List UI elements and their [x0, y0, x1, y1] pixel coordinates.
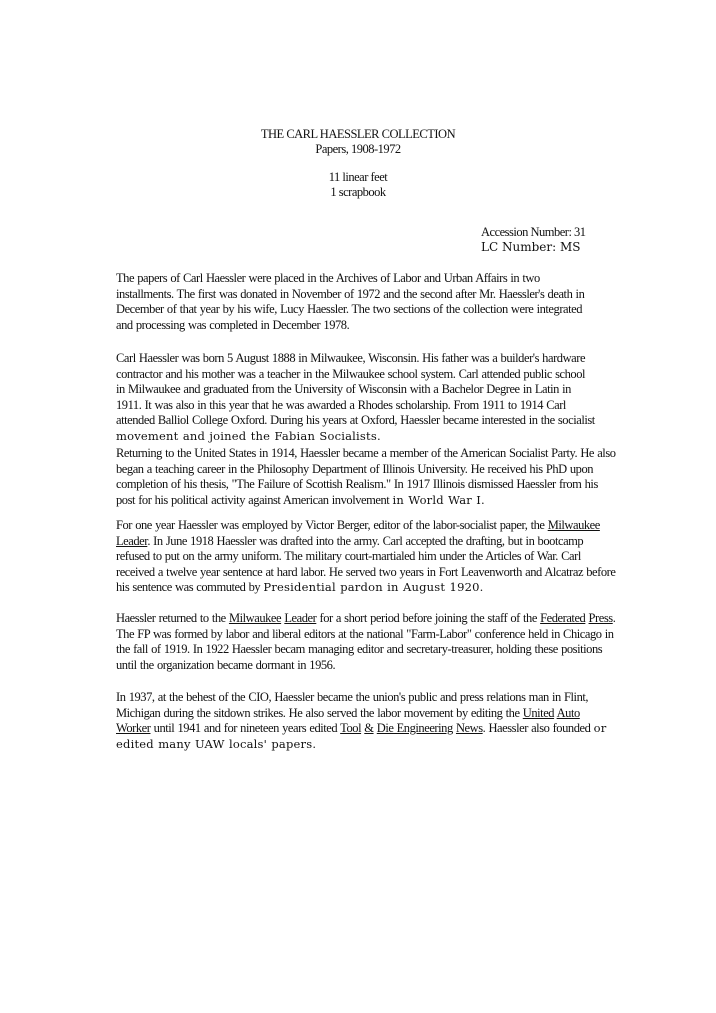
text-line: Returning to the United States in 1914, Haessler became a member of the American Socialist Party. He also: [116, 446, 616, 460]
text-line: [116, 706, 616, 722]
publication-title: Federated: [540, 611, 586, 625]
lc-number: LC Number: MS: [481, 240, 581, 254]
paragraph-socialist-party: [116, 446, 616, 508]
text-run: in World War I.: [392, 492, 485, 507]
text-line: [116, 580, 616, 596]
paragraph-cio-uaw: [116, 690, 616, 752]
collection-title: THE CARL HAESSLER COLLECTION: [260, 127, 456, 141]
publication-title: Milwaukee: [228, 611, 282, 625]
text-line: completion of his thesis, "The Failure of Scottish Realism." In 1917 Illinois dismissed Haessler from his: [116, 477, 598, 491]
publication-title: Leader: [284, 611, 317, 625]
publication-title: Worker: [116, 721, 151, 735]
text-run: until 1941 and for nineteen years edited: [150, 721, 341, 735]
paragraph-federated-press: [116, 611, 616, 673]
publication-title: Auto: [556, 705, 580, 720]
text-line: The FP was formed by labor and liberal editors at the national "Farm-Labor" conference held in Chicago in: [116, 626, 614, 641]
text-line: Carl Haessler was born 5 August 1888 in Milwaukee, Wisconsin. His father was a builder's hardware: [116, 351, 586, 365]
text-line: [116, 721, 616, 737]
text-line: received a twelve year sentence at hard labor. He served two years in Fort Leavenworth and Alcatraz before: [116, 564, 616, 579]
text-line: The papers of Carl Haessler were placed in the Archives of Labor and Urban Affairs in two: [116, 271, 540, 285]
text-run: For one year Haessler was employed by Victor Berger, editor of the labor-socialist paper, the: [116, 518, 548, 532]
publication-title: &: [364, 721, 374, 735]
text-run: post for his political activity against American involvement: [116, 492, 393, 507]
paragraph-acquisition: [116, 271, 616, 333]
extent-scrapbook: 1 scrapbook: [330, 185, 386, 199]
paragraph-military-service: [116, 518, 616, 596]
text-run: his sentence was commuted by: [116, 580, 264, 594]
text-run: Michigan during the sitdown strikes. He also served the labor movement by editing the: [116, 705, 523, 720]
publication-title: News: [455, 721, 483, 735]
paragraph-early-life: [116, 351, 616, 444]
text-line: and processing was completed in December 1978.: [116, 317, 350, 332]
publication-title: Tool: [340, 721, 362, 735]
text-line: December of that year by his wife, Lucy Haessler. The two sections of the collection were integrated: [116, 302, 583, 316]
text-line: [116, 534, 616, 550]
text-line: began a teaching career in the Philosophy Department of Illinois University. He received his PhD upon: [116, 461, 594, 476]
text-line: 1911. It was also in this year that he was awarded a Rhodes scholarship. From 1911 to 1914 Carl: [116, 397, 566, 412]
text-line: attended Balliol College Oxford. During his years at Oxford, Haessler became interested in the socialist: [116, 413, 595, 427]
text-line: [116, 611, 616, 627]
publication-title: Milwaukee: [547, 518, 600, 532]
publication-title: Press: [588, 611, 613, 625]
text-line: refused to put on the army uniform. The military court-martialed him under the Articles of War. Carl: [116, 549, 581, 563]
text-line: movement and joined the Fabian Socialists.: [116, 428, 381, 443]
text-run: Haessler returned to the: [116, 611, 229, 625]
extent-linear-feet: 11 linear feet: [328, 170, 388, 184]
text-line: [116, 518, 616, 534]
text-line: contractor and his mother was a teacher in the Milwaukee school system. Carl attended public school: [116, 366, 586, 381]
text-run: . In June 1918 Haessler was drafted into the army. Carl accepted the drafting, but in bootcamp: [147, 533, 584, 548]
accession-number: Accession Number: 31: [481, 225, 586, 239]
text-line: In 1937, at the behest of the CIO, Haessler became the union's public and press relations man in Flint,: [116, 690, 589, 704]
text-line: the fall of 1919. In 1922 Haessler becam managing editor and secretary-treasurer, holding these positions: [116, 642, 603, 656]
text-line: [116, 493, 616, 509]
text-run: Presidential pardon in August 1920.: [263, 580, 484, 594]
collection-identifiers: [481, 225, 586, 255]
text-run: . Haessler also founded: [482, 721, 594, 735]
publication-title: Die Engineering: [376, 721, 453, 735]
text-line: until the organization became dormant in 1956.: [116, 657, 336, 672]
text-line: edited many UAW locals' papers.: [116, 736, 317, 751]
text-run: for a short period before joining the staff of the: [316, 611, 541, 625]
text-run: .: [612, 611, 616, 625]
text-line: installments. The first was donated in November of 1972 and the second after Mr. Haessler's death in: [116, 286, 585, 301]
text-line: in Milwaukee and graduated from the University of Wisconsin with a Bachelor Degree in Latin in: [116, 382, 571, 396]
publication-title: Leader: [116, 533, 148, 548]
publication-title: United: [522, 705, 555, 720]
collection-dates: Papers, 1908-1972: [315, 142, 401, 156]
collection-header: [0, 127, 716, 157]
collection-extent: [0, 170, 716, 200]
text-run: or: [593, 721, 607, 735]
